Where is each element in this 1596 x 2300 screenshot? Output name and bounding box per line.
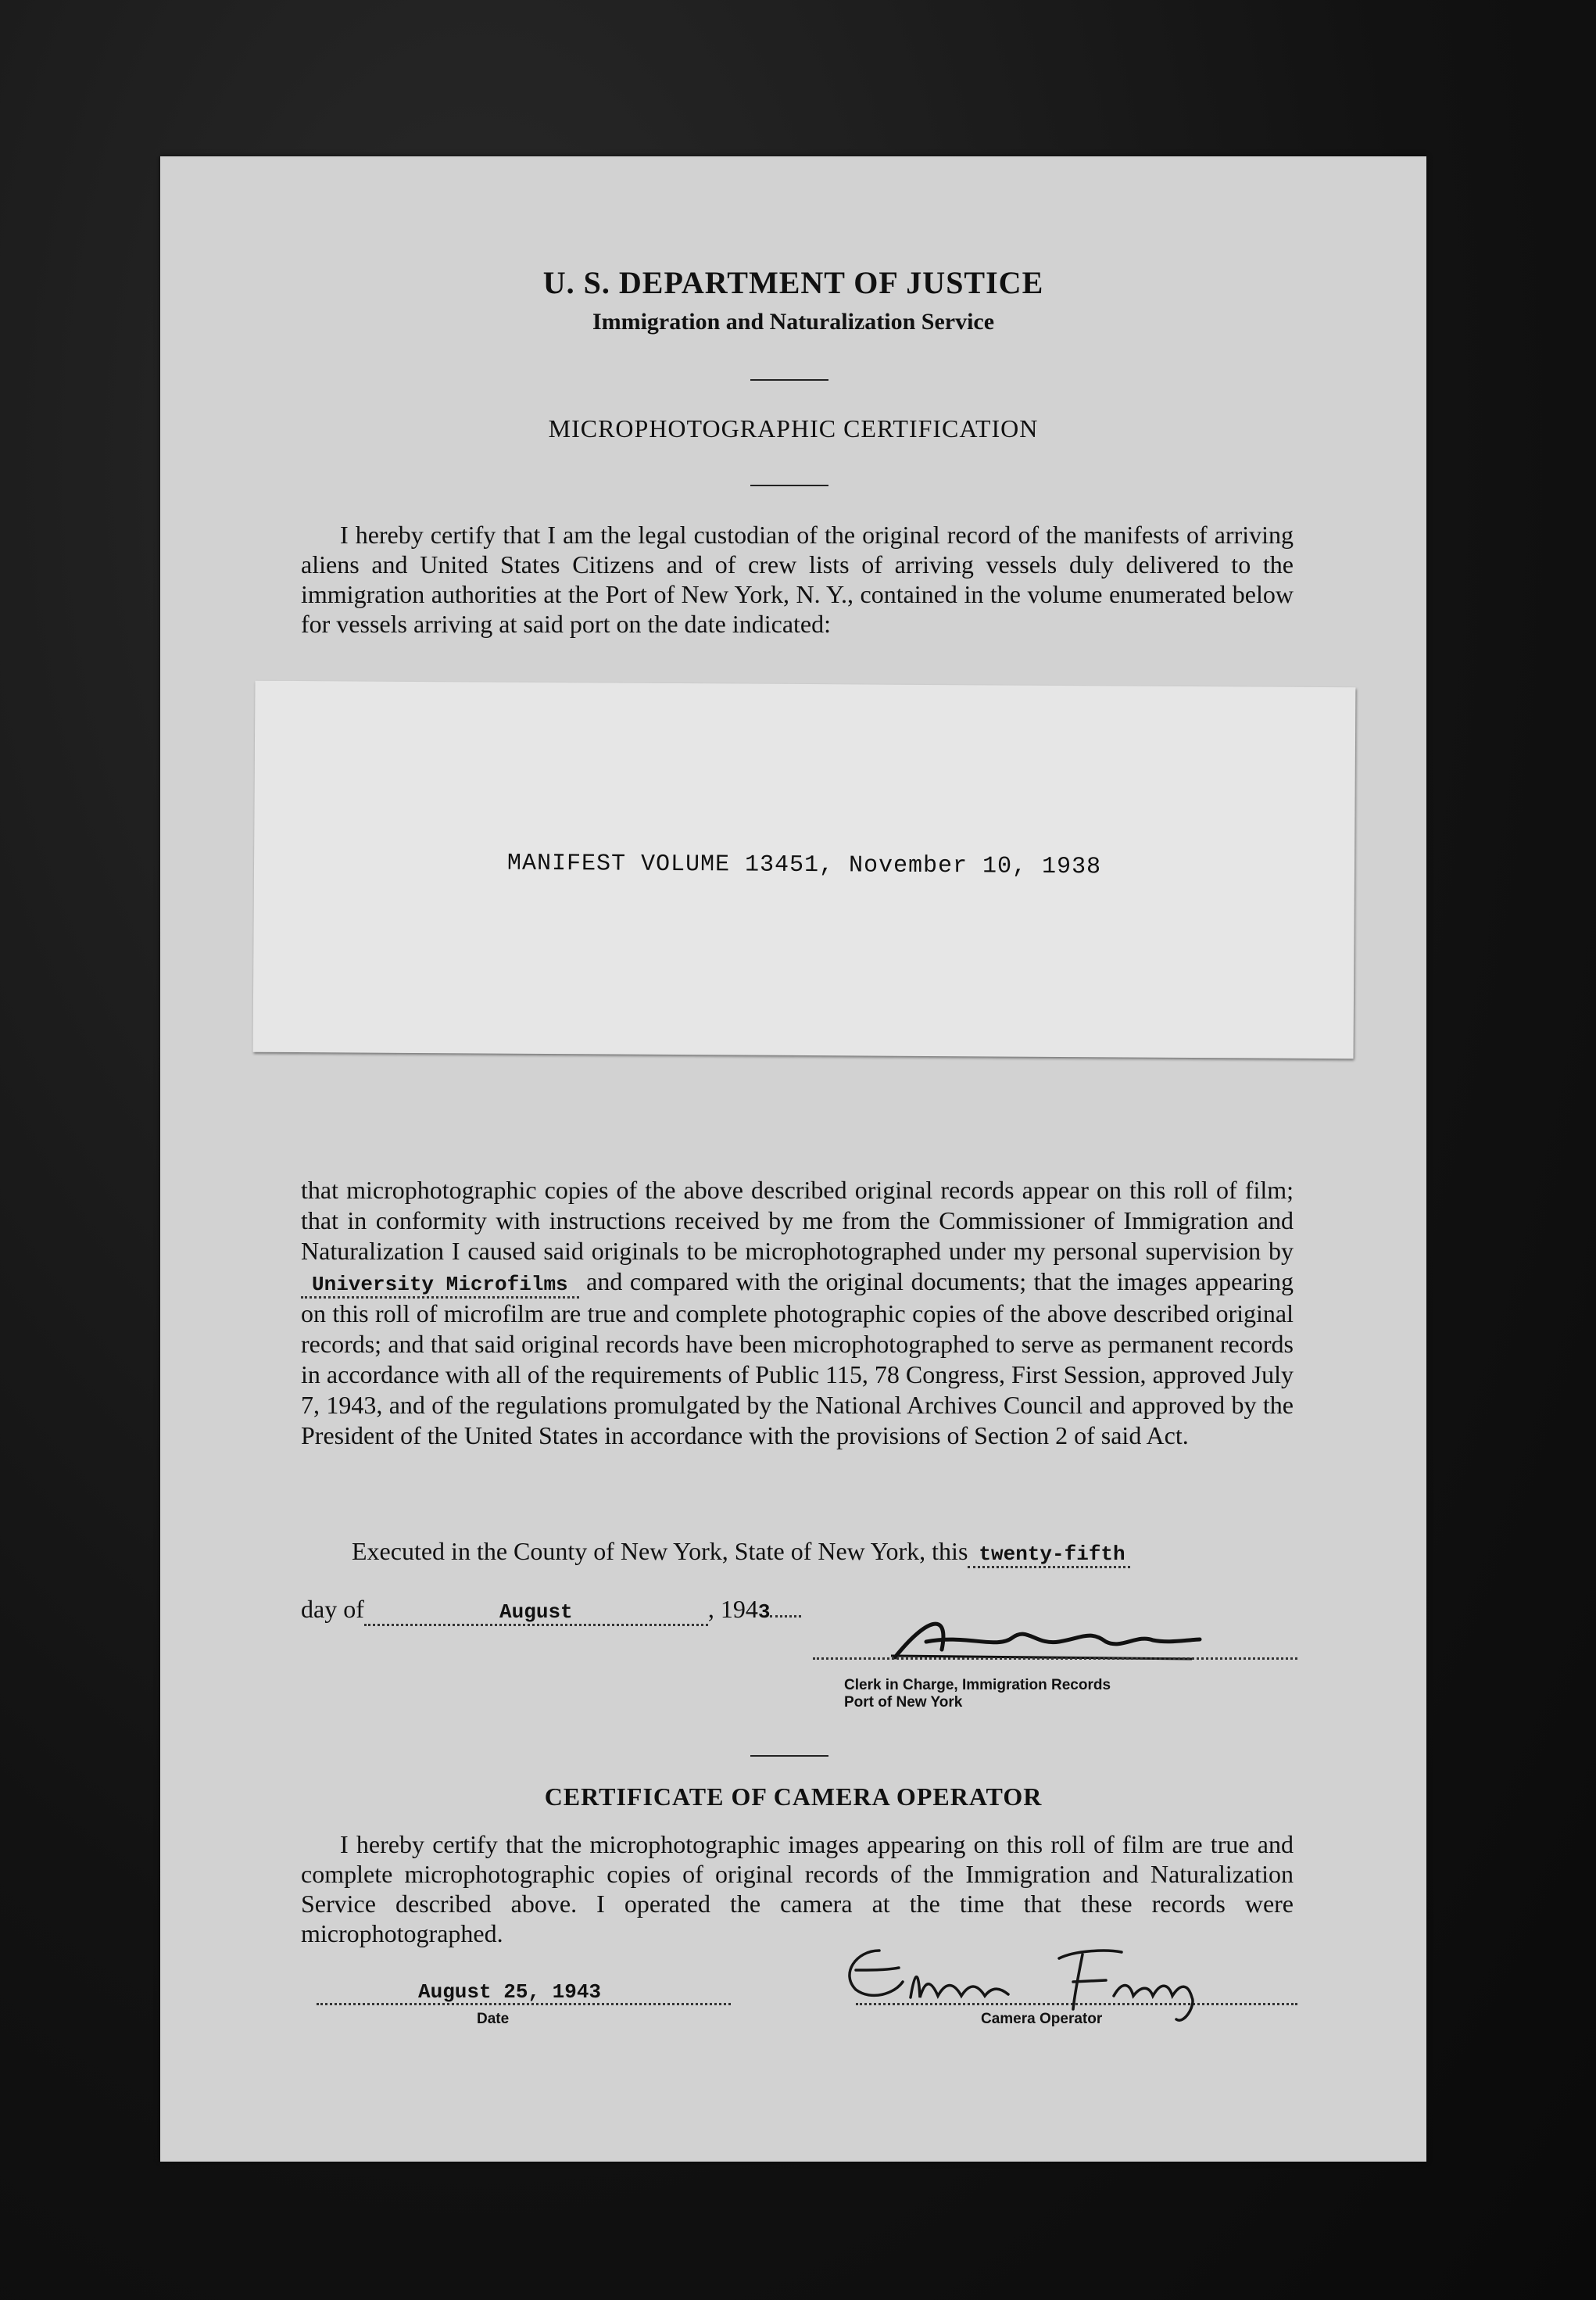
camera-operator-label: Camera Operator [981,2011,1103,2027]
execution-month: August [499,1600,573,1624]
execution-line: Executed in the County of New York, State of New York, this twenty-fifth [352,1537,1130,1568]
divider [750,1755,828,1757]
photographer-name: University Microfilms [312,1273,568,1296]
clerk-signature [879,1603,1208,1673]
divider [750,379,828,381]
clerk-signature-line [813,1657,1297,1660]
certificate-document [160,156,1426,2162]
execution-year-digit: 3 [757,1600,771,1624]
camera-certificate-heading: CERTIFICATE OF CAMERA OPERATOR [544,1782,1043,1811]
clerk-title: Clerk in Charge, Immigration Records Port of New York [844,1677,1111,1711]
intro-paragraph: I hereby certify that I am the legal custodian of the original record of the manifests of arriving aliens and United States Citizens and of crew lists of arriving vessels duly delivered to the immigration authorities at the Port of New York, N. Y., contained in the volume enumerated below for vessels arriving at said port on the date indicated: [301,521,1294,638]
certification-body: that microphotographic copies of the above described original records appear on this roll of film; that in conformity with instructions received by me from the Commissioner of Immigration and Naturalization I caused said originals to be microphotographed under my personal supervision byUniversity Microfilms and compared with the original documents; that the images appearing on this roll of microfilm are true and complete photographic copies of the above described original records; and that said original records have been microphotographed to serve as permanent records in accordance with all of the requirements of Public 115, 78 Congress, First Session, approved July 7, 1943, and of the regulations promulgated by the National Archives Council and approved by the President of the United States in accordance with the provisions of Section 2 of said Act. [301,1176,1294,1449]
certificate-date: August 25, 1943 [418,1980,602,2004]
date-label: Date [477,2011,510,2027]
execution-date-line: day of August , 1943 [301,1595,801,1626]
execution-day: twenty-fifth [979,1542,1125,1566]
manifest-volume-text: MANIFEST VOLUME 13451, November 10, 1938 [506,850,1102,881]
camera-certificate-text: I hereby certify that the microphotographic images appearing on this roll of film are true and complete microphotographic copies of original records of the Immigration and Naturalization Service described above. I operated the camera at the time that these records were microphotographed. [301,1830,1294,1947]
divider [750,485,828,486]
manifest-volume-slip [253,681,1356,1059]
certification-title: MICROPHOTOGRAPHIC CERTIFICATION [548,414,1039,442]
service-subheading: Immigration and Naturalization Service [592,309,995,335]
department-heading: U. S. DEPARTMENT OF JUSTICE [542,265,1044,300]
